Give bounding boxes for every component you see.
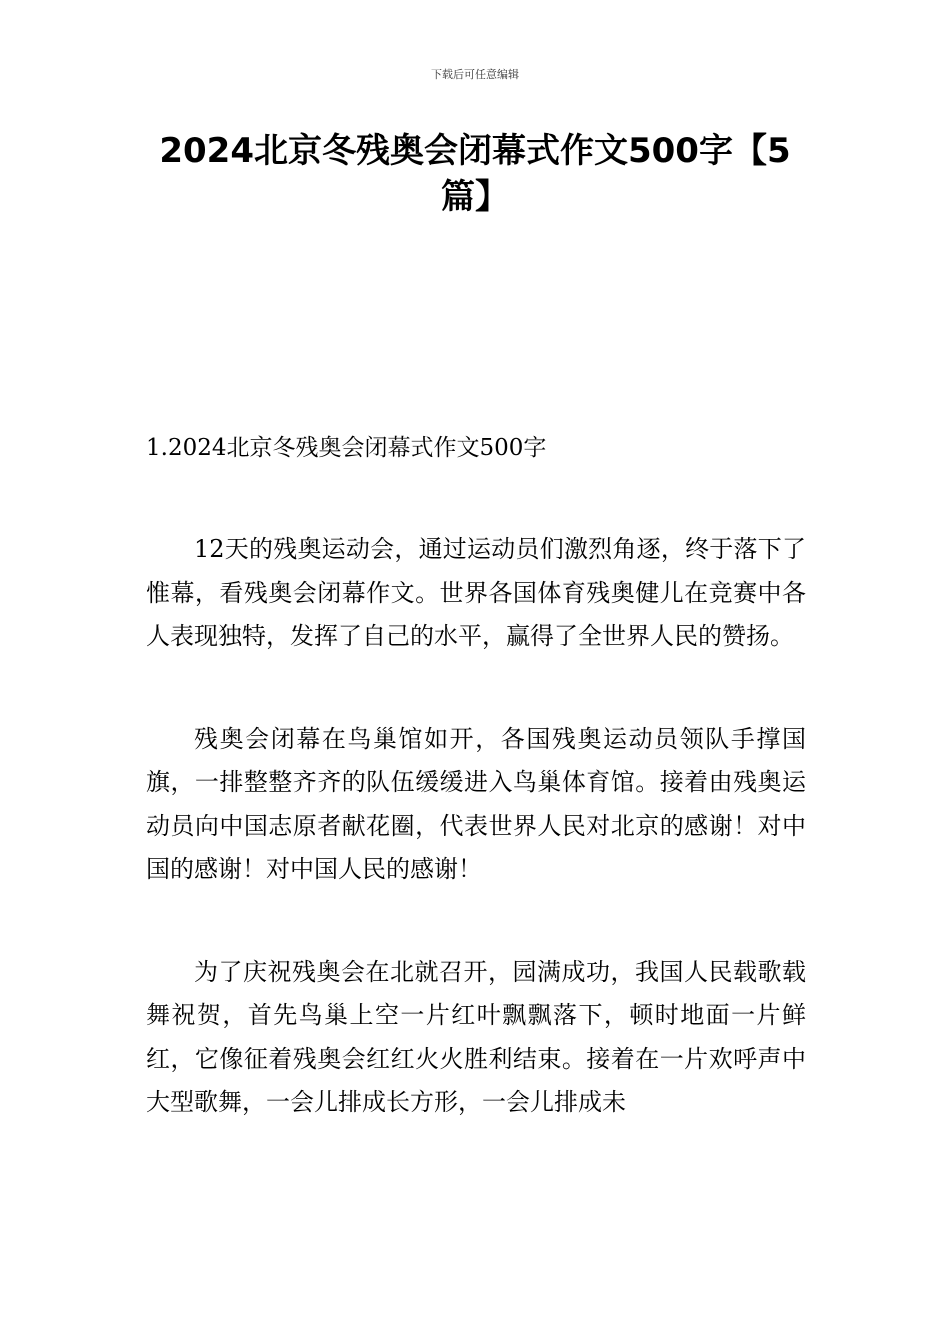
paragraph: 为了庆祝残奥会在北就召开，园满成功，我国人民载歌载舞祝贺，首先鸟巢上空一片红叶飘飘落下，顿时地面一片鲜红，它像征着残奥会红红火火胜利结束。接着在一片欢呼声中大型歌舞，一会儿排成长方形，一会儿排成未 [146, 957, 806, 1116]
section-heading: 1.2024北京冬残奥会闭幕式作文500字 [146, 435, 547, 461]
paragraph: 12天的残奥运动会，通过运动员们激烈角逐，终于落下了惟幕，看残奥会闭幕作文。世界各国体育残奥健儿在竞赛中各人表现独特，发挥了自己的水平，赢得了全世界人民的赞扬。 [146, 535, 806, 650]
header-note: 下载后可任意编辑 [431, 68, 519, 81]
body-text [146, 528, 806, 1184]
document-title: 2024北京冬残奥会闭幕式作文500字【5篇】 [159, 131, 791, 217]
paragraph: 残奥会闭幕在鸟巢馆如开，各国残奥运动员领队手撑国旗，一排整整齐齐的队伍缓缓进入鸟巢体育馆。接着由残奥运动员向中国志原者献花圈，代表世界人民对北京的感谢！对中国的感谢！对中国人民的感谢！ [146, 724, 806, 883]
